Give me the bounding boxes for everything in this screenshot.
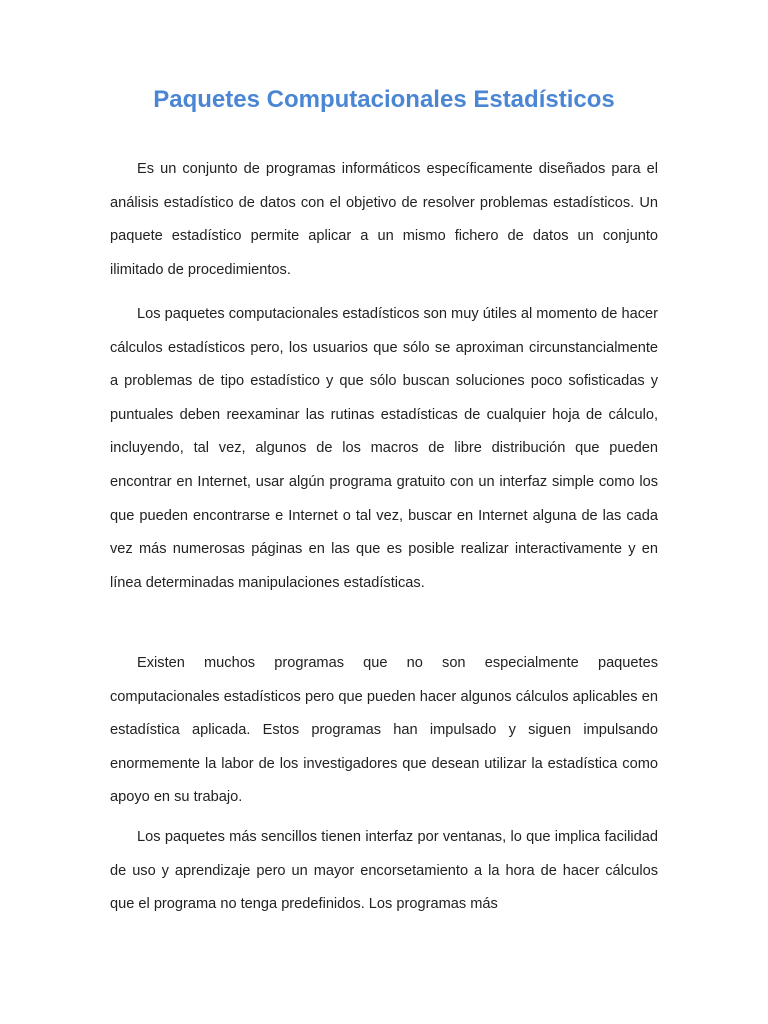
paragraph-other-programs: Existen muchos programas que no son especialmente paquetes computacionales estadísticos pero que pueden hacer algunos cálculos aplicables en estadística aplicada. Estos programas han impulsado y siguen impulsando enormemente la labor de los investigadores que desean utilizar la estadística como apoyo en su trabajo. [110,655,658,806]
paragraph-simple-packages: Los paquetes más sencillos tienen interfaz por ventanas, lo que implica facilidad de uso y aprendizaje pero un mayor encorsetamiento a la hora de hacer cálculos que el programa no tenga predefinidos. Los programas más [110,829,658,913]
paragraph-intro: Es un conjunto de programas informáticos específicamente diseñados para el análisis estadístico de datos con el objetivo de resolver problemas estadísticos. Un paquete estadístico permite aplicar a un mismo fichero de datos un conjunto ilimitado de procedimientos. [110,161,658,278]
page-title: Paquetes Computacionales Estadísticos [153,86,615,113]
paragraph-usefulness: Los paquetes computacionales estadísticos son muy útiles al momento de hacer cálculos estadísticos pero, los usuarios que sólo se aproximan circunstancialmente a problemas de tipo estadístico y que sólo buscan soluciones poco sofisticadas y puntuales deben reexaminar las rutinas estadísticas de cualquier hoja de cálculo, incluyendo, tal vez, algunos de los macros de libre distribución que pueden encontrar en Internet, usar algún programa gratuito con un interfaz simple como los que pueden encontrarse e Internet o tal vez, buscar en Internet alguna de las cada vez más numerosas páginas en las que es posible realizar interactivamente y en línea determinadas manipulaciones estadísticas. [110,306,658,591]
